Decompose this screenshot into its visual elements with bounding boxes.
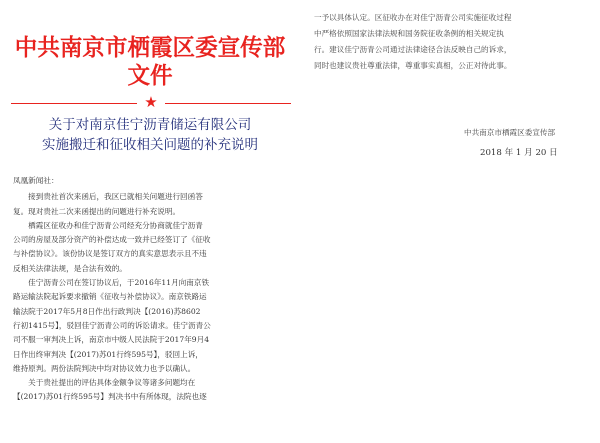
case-number: 【(2017)苏01行终595号】 [66, 349, 158, 359]
paragraph-4-line-1: 关于贵社提出的评估具体金额争议等诸多问题均在 [13, 378, 196, 388]
paragraph-3-line-6 [13, 348, 293, 362]
addressee: 凤凰新闻社： [13, 176, 59, 185]
continued-line-4: 同时也建议贵社尊重法律，尊重事实真相，公正对待此事。 [314, 61, 512, 70]
paragraph-3-line-7: 维持原判。两份法院判决中均对协议效力也予以确认。 [13, 363, 196, 373]
paragraph-2-line-2: 公司的房屋及部分资产的补偿达成一致并已经签订了《征收 [13, 235, 211, 245]
right-column [314, 0, 600, 443]
paragraph-3-line-2: 路运输法院起诉要求撤销《征收与补偿协议》。南京铁路运 [13, 292, 207, 302]
title-line-1: 关于对南京佳宁沥青储运有限公司 [48, 117, 252, 133]
red-rule-right [165, 103, 291, 104]
paragraph-2-line-4: 反相关法律法规，是合法有效的。 [13, 263, 127, 273]
paragraph-1-line-2: 复。现对贵社二次来函提出的问题进行补充说明。 [13, 206, 181, 216]
star-icon: ★ [144, 93, 158, 111]
case-number: 【(2017)苏01行终595号】 [13, 392, 108, 402]
paragraph-3-line-3 [13, 305, 293, 319]
text-run: ，驳回上诉， [157, 349, 203, 359]
paragraph-2-line-1: 栖霞区征收办和佳宁沥青公司经充分协商就佳宁沥青 [13, 220, 203, 230]
continued-line-3: 行。建议佳宁沥青公司通过法律途径合法反映自己的诉求， [314, 45, 512, 54]
paragraph-3-line-4 [13, 319, 293, 333]
continued-line-2: 中严格依照国家法律法规和国务院征收条例的相关规定执 [314, 29, 504, 38]
issue-date: 2018 年 1 月 20 日 [480, 148, 558, 158]
paragraph-1-line-1: 接到贵社首次来函后，我区已就相关问题进行回函答 [13, 192, 203, 202]
paragraph-3-line-5: 司不服一审判决上诉，南京市中级人民法院于2017年9月4 [13, 335, 210, 345]
case-number: 行初1415号】 [13, 320, 59, 330]
document-title [10, 115, 290, 155]
document-header: 中共南京市栖霞区委宣传部文件 [14, 35, 286, 89]
document-body [13, 174, 293, 405]
text-run: ，驳回佳宁沥青公司的诉讼请求。佳宁沥青公 [58, 320, 211, 330]
paragraph-3-line-1: 佳宁沥青公司在签订协议后，于2016年11月向南京铁 [13, 278, 210, 288]
red-rule-left [11, 103, 137, 104]
continued-text [314, 10, 588, 74]
text-run: 输法院于2017年5月8日作出行政判决 [13, 306, 141, 316]
paragraph-2-line-3: 与补偿协议》。该份协议是签订双方的真实意思表示且不违 [13, 249, 207, 259]
paragraph-4-line-2 [13, 390, 293, 404]
issuer-signature: 中共南京市栖霞区委宣传部 [464, 128, 556, 137]
text-run: 判决书中有所体现，法院也逐 [107, 392, 207, 402]
title-line-2: 实施搬迁和征收相关问题的补充说明 [42, 137, 258, 153]
text-run: 日作出终审判决 [13, 349, 67, 359]
case-number: 【(2016)苏8602 [140, 306, 201, 316]
continued-line-1: 一予以具体认定。区征收办在对佳宁沥青公司实施征收过程 [314, 13, 512, 22]
